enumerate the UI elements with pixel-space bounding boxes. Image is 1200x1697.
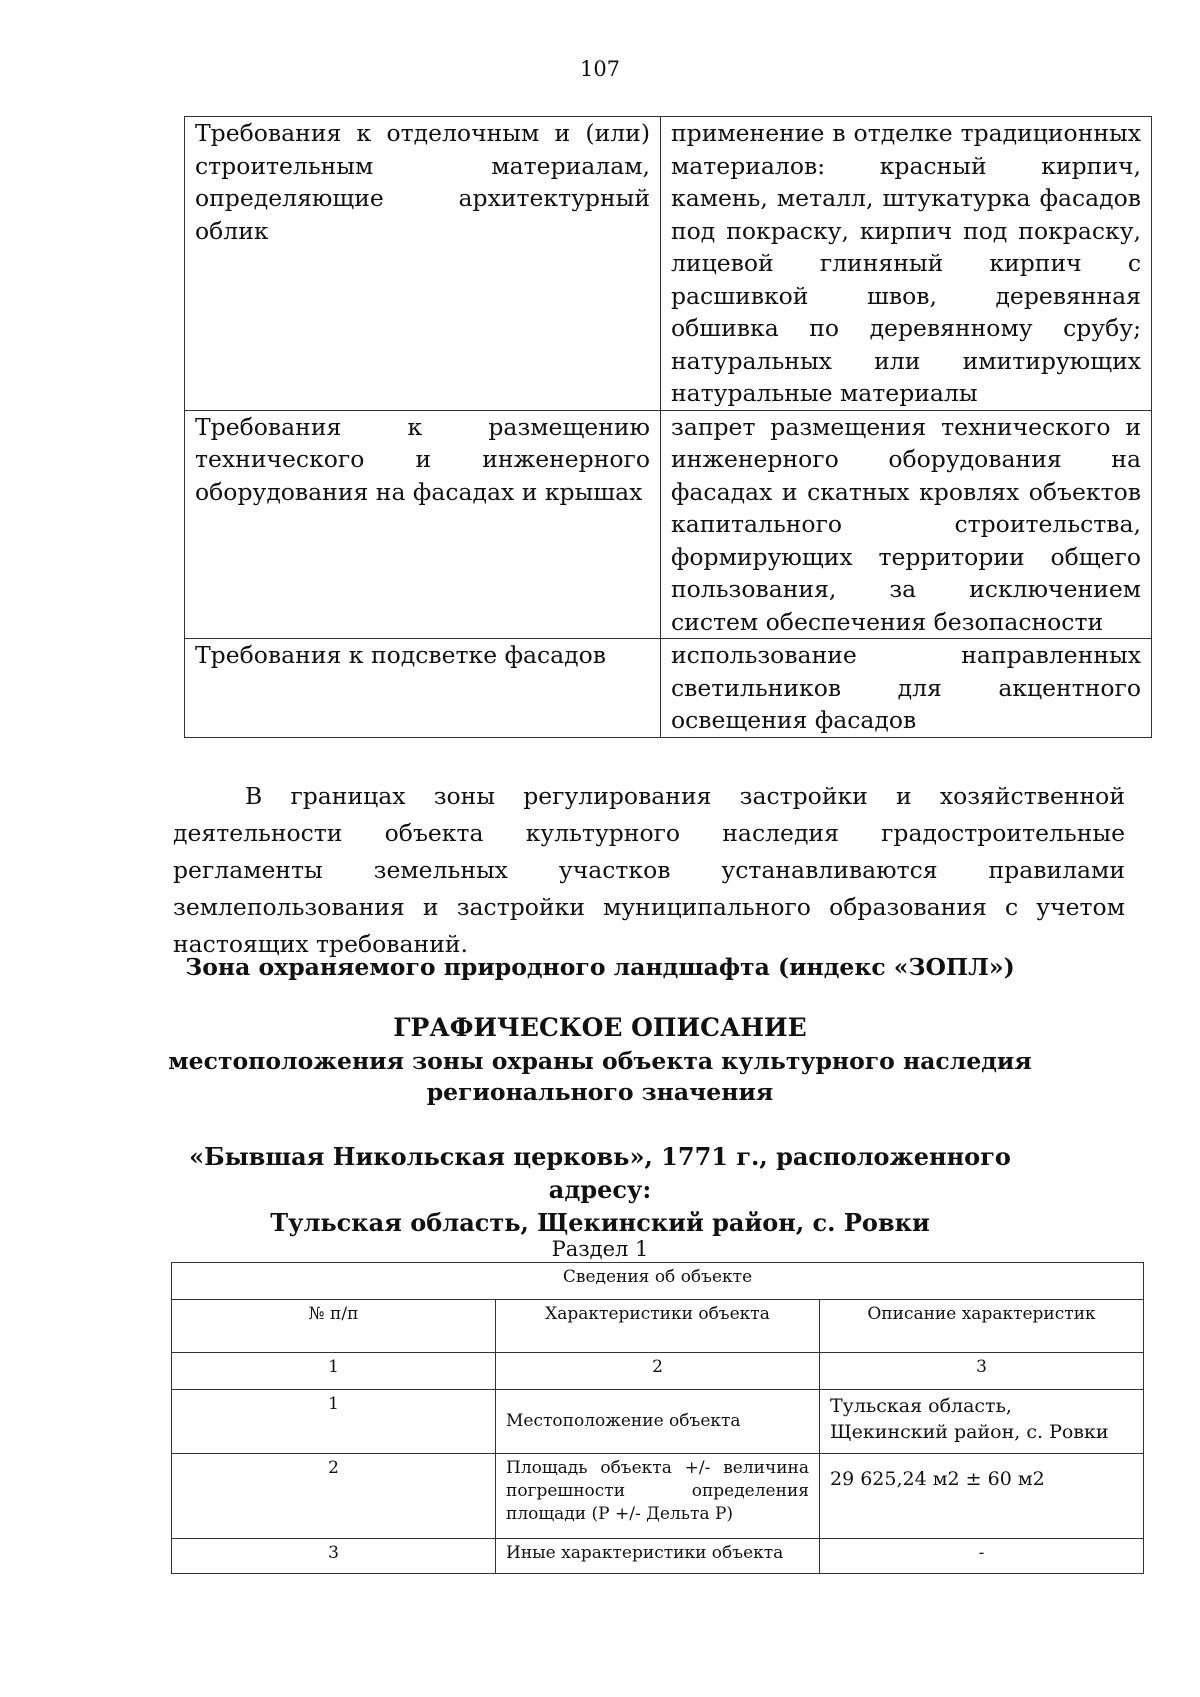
header-description: Описание характеристик [820,1300,1144,1353]
table-row [172,1454,1144,1539]
header-num: № п/п [172,1300,496,1353]
description-cell: запрет размещения технического и инженерного оборудования на фасадах и скатных кровлях объектов капитального строительства, формирующих территории общего пользования, за исключением систем обеспечения безопасности [661,410,1152,639]
object-title-line: «Бывшая Никольская церковь», 1771 г., расположенного адресу: [189,1142,1011,1204]
requirement-cell: Требования к отделочным и (или) строительным материалам, определяющие архитектурный облик [185,117,661,411]
subtitle-line: местоположения зоны охраны объекта культурного наследия [168,1047,1032,1075]
row-num: 1 [172,1390,496,1454]
description-cell: применение в отделке традиционных материалов: красный кирпич, камень, металл, штукатурка фасадов под покраску, кирпич под покраску, лицевой глиняный кирпич с расшивкой швов, деревянная обшивка по деревянному срубу; натуральных или имитирующих натуральные материалы [661,117,1152,411]
table-caption-row [172,1263,1144,1300]
table-row [172,1539,1144,1574]
table-caption: Сведения об объекте [172,1263,1144,1300]
row-description: Тульская область, Щекинский район, с. Ровки [820,1390,1144,1454]
row-num: 2 [172,1454,496,1539]
page-number: 107 [579,57,621,81]
requirements-table [184,116,1152,738]
column-index: 3 [820,1353,1144,1390]
header-characteristic: Характеристики объекта [496,1300,820,1353]
zone-heading: Зона охраняемого природного ландшафта (индекс «ЗОПЛ») [185,953,1015,981]
row-num: 3 [172,1539,496,1574]
requirement-cell: Требования к подсветке фасадов [185,639,661,738]
table-row [185,410,1152,639]
row-description: 29 625,24 м2 ± 60 м2 [820,1454,1144,1539]
table-row [185,639,1152,738]
column-index: 2 [496,1353,820,1390]
graphic-description-title: ГРАФИЧЕСКОЕ ОПИСАНИЕ [393,1013,807,1042]
row-characteristic: Площадь объекта +/- величина погрешности определения площади (Р +/- Дельта Р) [496,1454,820,1539]
table-row [185,117,1152,411]
column-index: 1 [172,1353,496,1390]
row-description: - [820,1539,1144,1574]
subtitle-line: регионального значения [426,1078,774,1106]
table-header-row [172,1300,1144,1353]
row-characteristic: Иные характеристики объекта [496,1539,820,1574]
object-info-table [171,1262,1144,1574]
table-row [172,1390,1144,1454]
body-paragraph: В границах зоны регулирования застройки и хозяйственной деятельности объекта культурного наследия градостроительные регламенты земельных участков устанавливаются правилами землепользования и застройки муниципального образования с учетом настоящих требований. [173,782,1125,958]
graphic-description-subtitle [160,1046,1040,1108]
description-cell: использование направленных светильников для акцентного освещения фасадов [661,639,1152,738]
object-title [140,1140,1060,1239]
row-characteristic: Местоположение объекта [496,1390,820,1454]
column-index-row [172,1353,1144,1390]
object-title-line: Тульская область, Щекинский район, с. Ровки [270,1208,930,1237]
section-label: Раздел 1 [551,1237,649,1261]
requirement-cell: Требования к размещению технического и инженерного оборудования на фасадах и крышах [185,410,661,639]
